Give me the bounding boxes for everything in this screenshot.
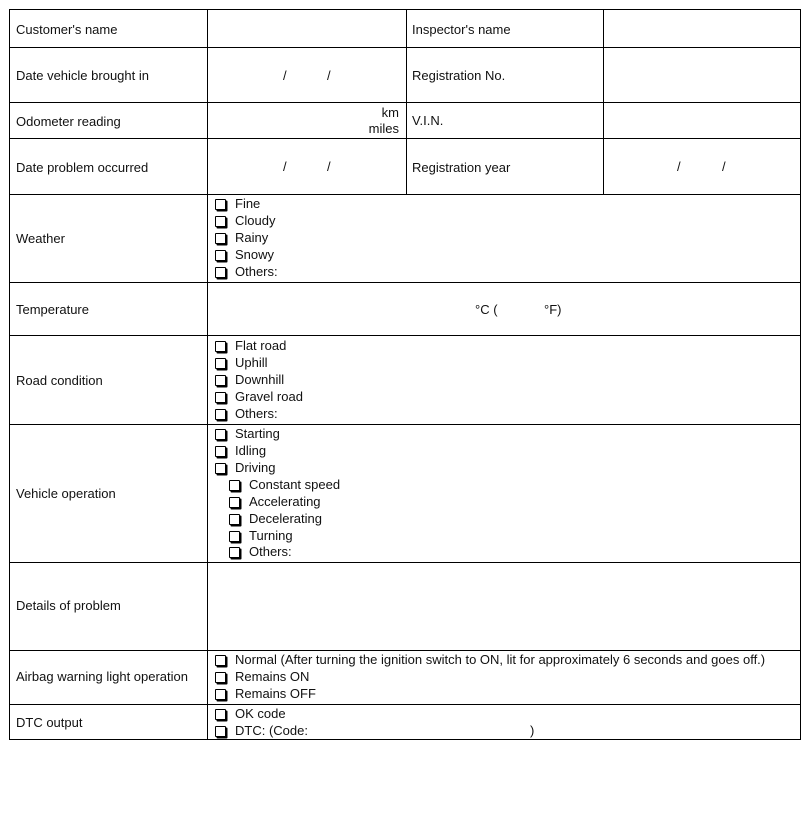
- checkbox[interactable]: [215, 358, 226, 369]
- checkbox[interactable]: [215, 250, 226, 261]
- date-separator: /: [327, 159, 331, 174]
- checkbox[interactable]: [215, 375, 226, 386]
- date-separator: /: [327, 68, 331, 83]
- checkbox[interactable]: [215, 655, 226, 666]
- registration-no-label: Registration No.: [412, 68, 506, 83]
- checkbox[interactable]: [229, 480, 240, 491]
- details-field[interactable]: [208, 563, 800, 650]
- checkbox[interactable]: [215, 341, 226, 352]
- details-label: Details of problem: [16, 598, 121, 613]
- odometer-label: Odometer reading: [16, 114, 121, 129]
- km-unit: km: [381, 105, 399, 120]
- date-separator: /: [283, 159, 287, 174]
- date-separator: /: [722, 159, 726, 174]
- checkbox[interactable]: [215, 429, 226, 440]
- checkbox[interactable]: [229, 497, 240, 508]
- road-condition-label: Road condition: [16, 373, 103, 388]
- row-divider: [10, 650, 800, 651]
- registration-year-label: Registration year: [412, 160, 511, 175]
- vehicle-operation-label: Vehicle operation: [16, 486, 116, 501]
- date-separator: /: [677, 159, 681, 174]
- row-divider: [10, 704, 800, 705]
- vin-field[interactable]: [604, 103, 800, 138]
- date-separator: /: [283, 68, 287, 83]
- date-brought-in-label: Date vehicle brought in: [16, 68, 149, 83]
- customer-name-field[interactable]: [208, 10, 405, 47]
- registration-no-field[interactable]: [604, 48, 800, 102]
- row-divider: [10, 335, 800, 336]
- diagnosis-form: Customer's name Inspector's name Date vehicle brought in / / Registration No. Odometer reading km miles V.I.N. Date problem occurred / / Registration year / / Weather Fine Cloudy Rainy Snowy Others: Temperature °C ( °F) Road condition Flat road Uphill Downhill Gravel road Others: Vehicle operation Starting Idling Driving Constant speed Accelerating Decelerating Turning Others: Details of problem Airbag warning light operation Normal (After turning the ignition switch to ON, lit for approximately 6 seconds and goes off.) Remains ON Remains OFF DTC output OK code DTC: (Code: ): [9, 9, 801, 740]
- row-divider: [10, 424, 800, 425]
- checkbox[interactable]: [215, 672, 226, 683]
- inspector-name-label: Inspector's name: [412, 22, 511, 37]
- inspector-name-field[interactable]: [604, 10, 800, 47]
- dtc-label: DTC output: [16, 715, 83, 730]
- checkbox[interactable]: [229, 531, 240, 542]
- checkbox[interactable]: [215, 392, 226, 403]
- column-divider: [406, 10, 407, 194]
- checkbox[interactable]: [229, 547, 240, 558]
- dtc-code-close: ): [530, 723, 535, 738]
- temperature-field[interactable]: [208, 283, 800, 335]
- weather-label: Weather: [16, 231, 65, 246]
- customer-name-label: Customer's name: [16, 22, 118, 37]
- checkbox[interactable]: [215, 233, 226, 244]
- checkbox[interactable]: [215, 446, 226, 457]
- vin-label: V.I.N.: [412, 113, 444, 128]
- date-brought-in-field[interactable]: [208, 48, 405, 102]
- fahrenheit-unit: °F): [544, 302, 562, 317]
- row-divider: [10, 194, 800, 195]
- checkbox[interactable]: [229, 514, 240, 525]
- checkbox[interactable]: [215, 709, 226, 720]
- airbag-label: Airbag warning light operation: [16, 669, 188, 684]
- checkbox[interactable]: [215, 726, 226, 737]
- checkbox[interactable]: [215, 463, 226, 474]
- checkbox[interactable]: [215, 409, 226, 420]
- date-problem-field[interactable]: [208, 139, 405, 194]
- checkbox[interactable]: [215, 267, 226, 278]
- checkbox[interactable]: [215, 216, 226, 227]
- temperature-label: Temperature: [16, 302, 89, 317]
- date-problem-label: Date problem occurred: [16, 160, 149, 175]
- celsius-unit: °C (: [475, 302, 498, 317]
- checkbox[interactable]: [215, 199, 226, 210]
- checkbox[interactable]: [215, 689, 226, 700]
- odometer-field[interactable]: [208, 103, 405, 138]
- miles-unit: miles: [368, 121, 399, 136]
- registration-year-field[interactable]: [604, 139, 800, 194]
